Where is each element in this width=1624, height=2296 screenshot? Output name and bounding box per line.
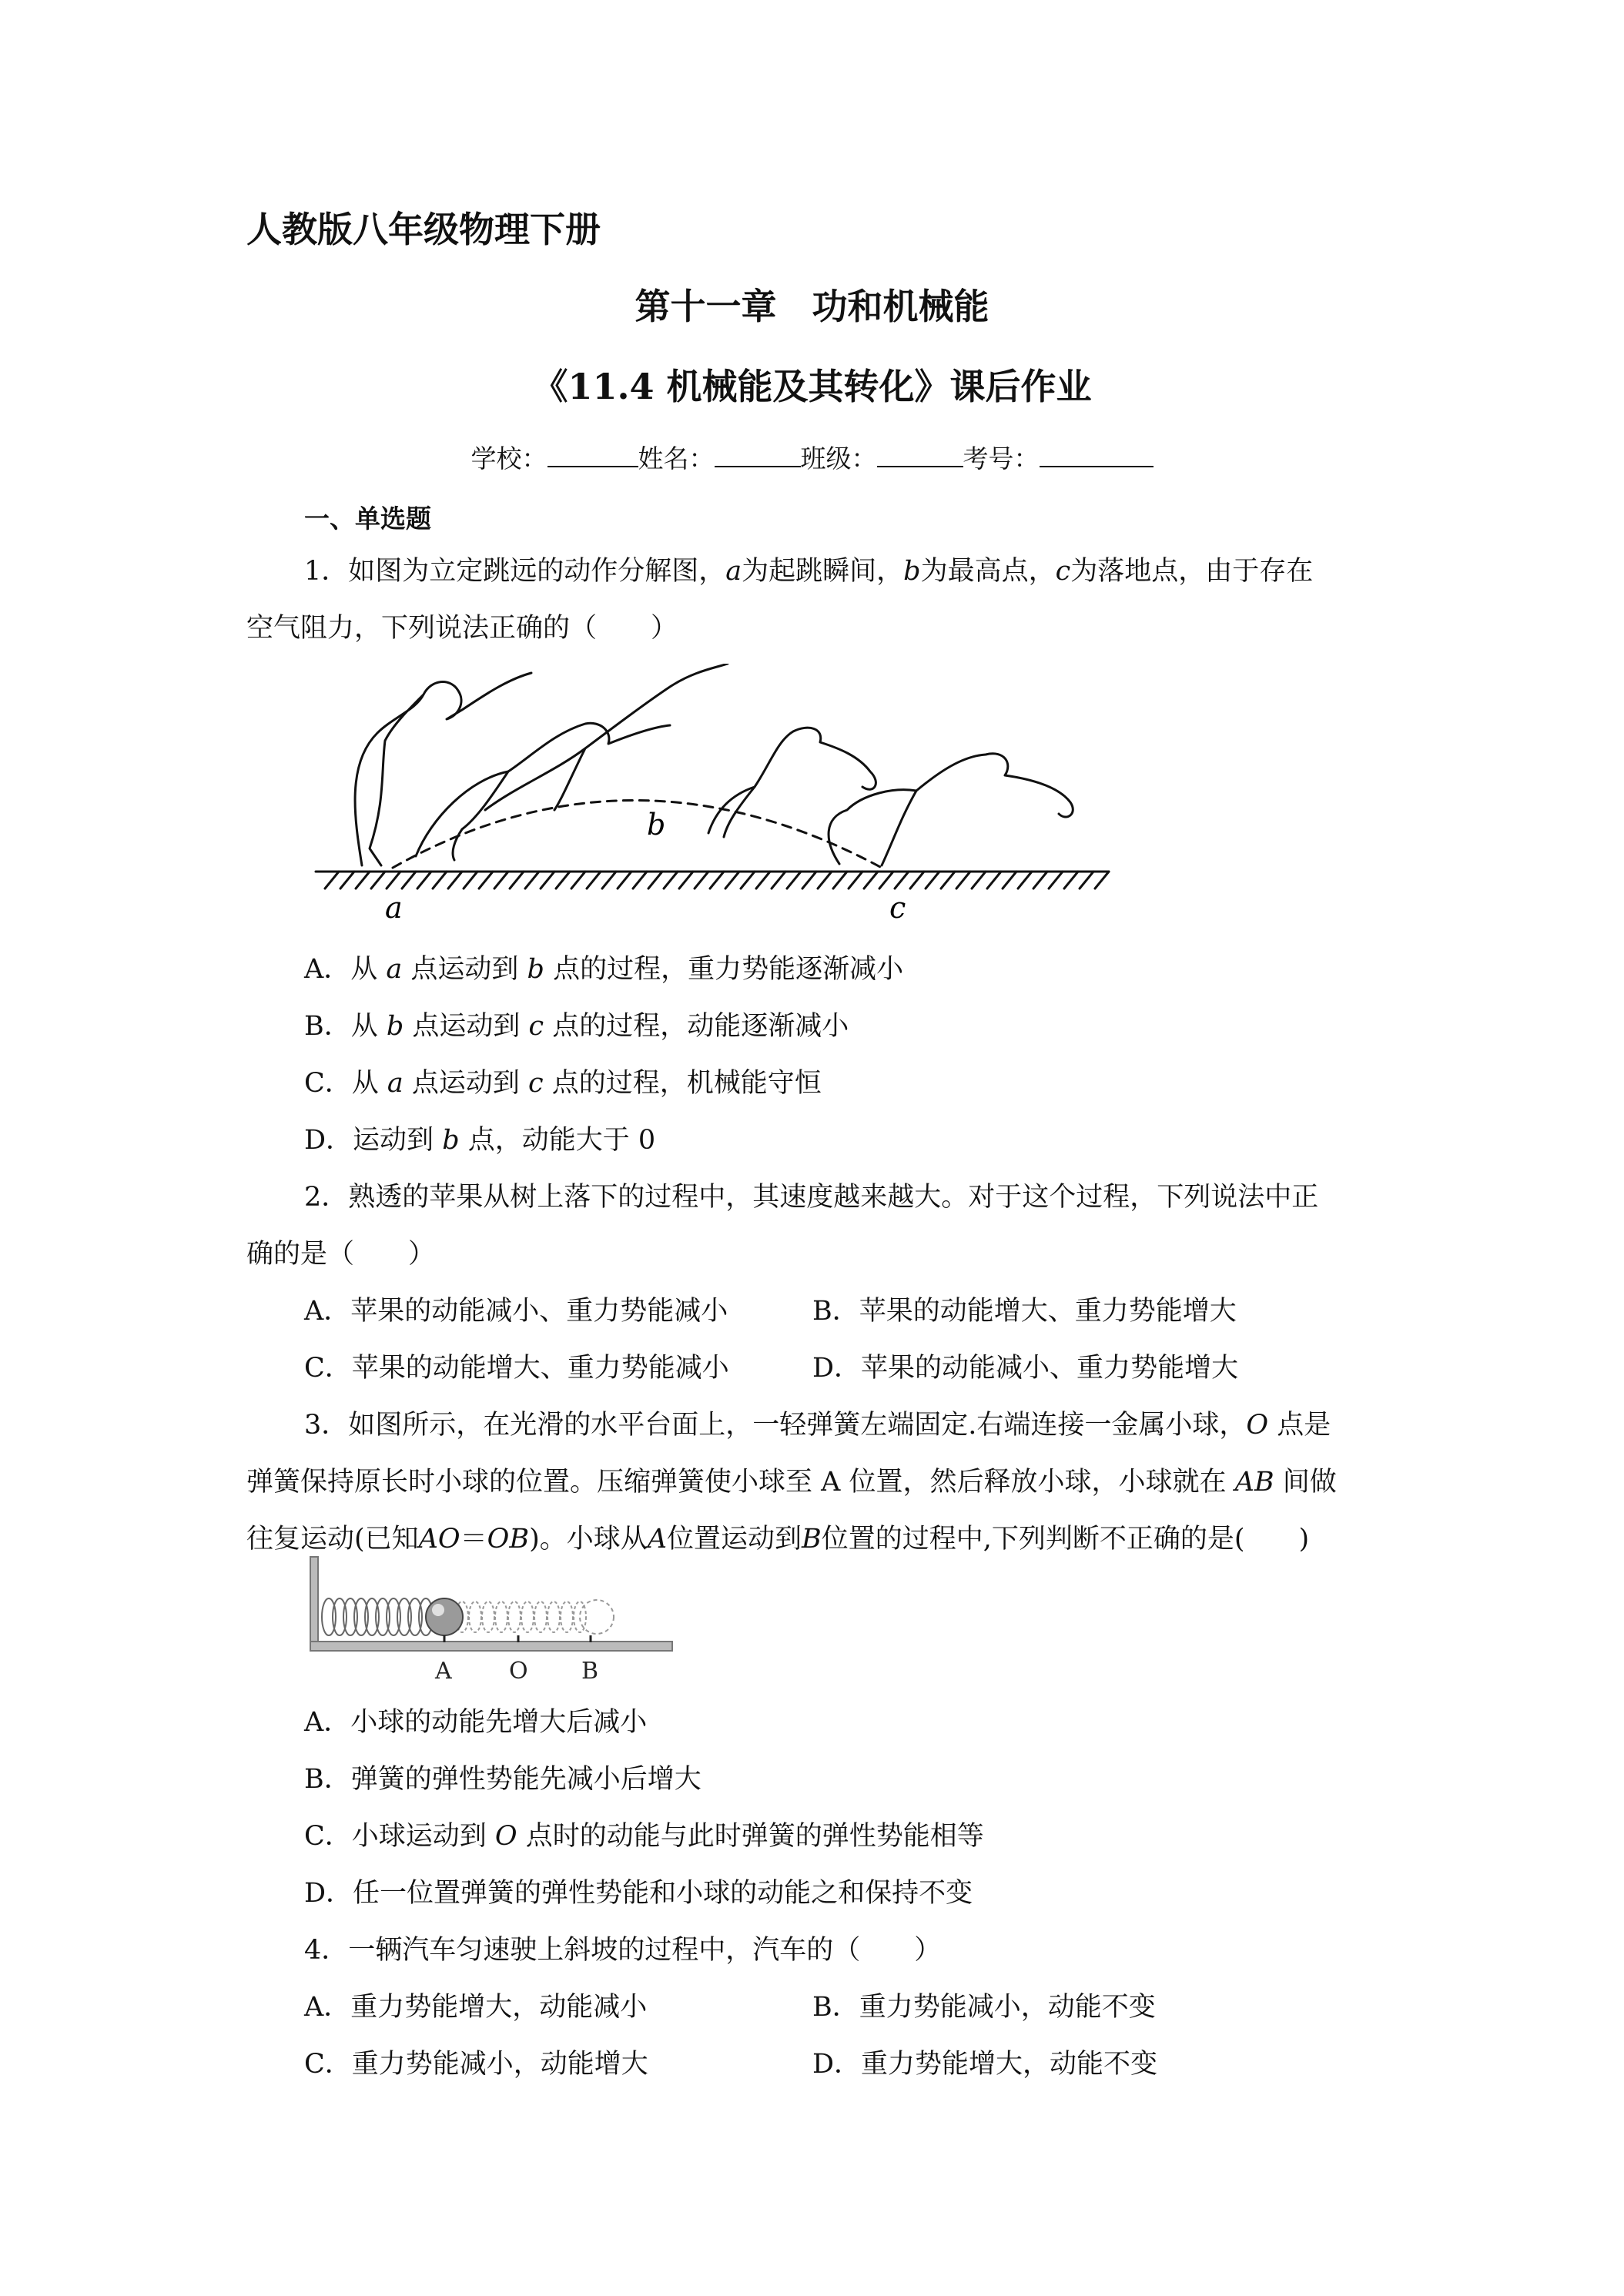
student-info-line	[0, 439, 1624, 475]
spring-figure	[304, 1555, 681, 1686]
option-3d[interactable]: D．任一位置弹簧的弹性势能和小球的动能之和保持不变	[304, 1878, 973, 1909]
question-1-stem: 1．如图为立定跳远的动作分解图，a为起跳瞬间，b为最高点，c为落地点，由于存在 空气阻力，下列说法正确的（ ）	[246, 556, 1314, 644]
metal-ball	[426, 1598, 463, 1635]
class-blank	[877, 443, 963, 467]
option-1b[interactable]: B．从 b 点运动到 c 点的过程，动能逐渐减小	[304, 1011, 849, 1042]
question-3-options	[304, 1694, 984, 1922]
option-2d[interactable]: D．苹果的动能减小、重力势能增大	[812, 1353, 1239, 1384]
question-3-stem: 3．如图所示，在光滑的水平台面上，一轻弹簧左端固定.右端连接一金属小球，O 点是 弹簧保持原长时小球的位置。压缩弹簧使小球至 A 位置，然后释放小球，小球就在 AB 间做 往复运动(已知AO＝OB)。小球从A位置运动到B位置的过程中,下列判断不正确的是( )	[246, 1410, 1337, 1555]
school-blank	[547, 443, 638, 467]
point-b-label: b	[647, 808, 666, 842]
chapter-title: 第十一章 功和机械能	[635, 286, 989, 327]
lesson-title: 《11.4 机械能及其转化》课后作业	[532, 366, 1092, 407]
label-O: O	[509, 1658, 528, 1685]
option-4a[interactable]: A．重力势能增大，动能减小	[304, 1992, 648, 2023]
option-1a[interactable]: A．从 a 点运动到 b 点的过程，重力势能逐渐减小	[304, 954, 904, 985]
wall	[310, 1557, 318, 1648]
point-c-label: c	[889, 891, 906, 925]
trajectory-curve	[393, 801, 882, 869]
jumper-1	[355, 673, 531, 865]
label-A: A	[435, 1658, 452, 1685]
school-label: 学校：	[470, 443, 547, 474]
option-4d[interactable]: D．重力势能增大，动能不变	[812, 2049, 1158, 2080]
name-blank	[715, 443, 801, 467]
class-label: 班级：	[800, 443, 877, 474]
long-jump-figure	[308, 664, 1124, 925]
jumper-3	[485, 664, 728, 810]
extended-spring-coils	[456, 1602, 586, 1632]
jumper-4	[708, 728, 876, 837]
jumper-5	[829, 754, 1073, 865]
option-3a[interactable]: A．小球的动能先增大后减小	[304, 1707, 648, 1738]
jumper-2	[416, 723, 670, 860]
option-3c[interactable]: C．小球运动到 O 点时的动能与此时弹簧的弹性势能相等	[304, 1821, 984, 1852]
ground-hatching	[325, 872, 1109, 889]
option-4c[interactable]: C．重力势能减小，动能增大	[304, 2049, 648, 2080]
option-1d[interactable]: D．运动到 b 点，动能大于 0	[304, 1125, 656, 1156]
option-2a[interactable]: A．苹果的动能减小、重力势能减小	[304, 1296, 728, 1327]
point-a-label: a	[385, 891, 403, 925]
section-title: 一、单选题	[304, 504, 431, 534]
ghost-ball	[580, 1600, 614, 1634]
spring-coils	[322, 1598, 433, 1635]
option-2b[interactable]: B．苹果的动能增大、重力势能增大	[812, 1296, 1237, 1327]
option-3b[interactable]: B．弹簧的弹性势能先减小后增大	[304, 1764, 702, 1795]
option-2c[interactable]: C．苹果的动能增大、重力势能减小	[304, 1353, 729, 1384]
series-title: 人教版八年级物理下册	[246, 209, 601, 250]
question-4-stem: 4．一辆汽车匀速驶上斜坡的过程中，汽车的（ ）	[304, 1935, 942, 1966]
exam-no-label: 考号：	[963, 443, 1040, 474]
table-surface	[310, 1642, 672, 1651]
question-2-stem: 2．熟透的苹果从树上落下的过程中，其速度越来越大。对于这个过程，下列说法中正 确的是（ ）	[246, 1182, 1319, 1270]
option-4b[interactable]: B．重力势能减小，动能不变	[812, 1992, 1156, 2023]
option-1c[interactable]: C．从 a 点运动到 c 点的过程，机械能守恒	[304, 1068, 822, 1099]
exam-no-blank	[1040, 443, 1154, 467]
question-1-options	[304, 941, 903, 1169]
label-B: B	[581, 1658, 599, 1685]
name-label: 姓名：	[638, 443, 715, 474]
